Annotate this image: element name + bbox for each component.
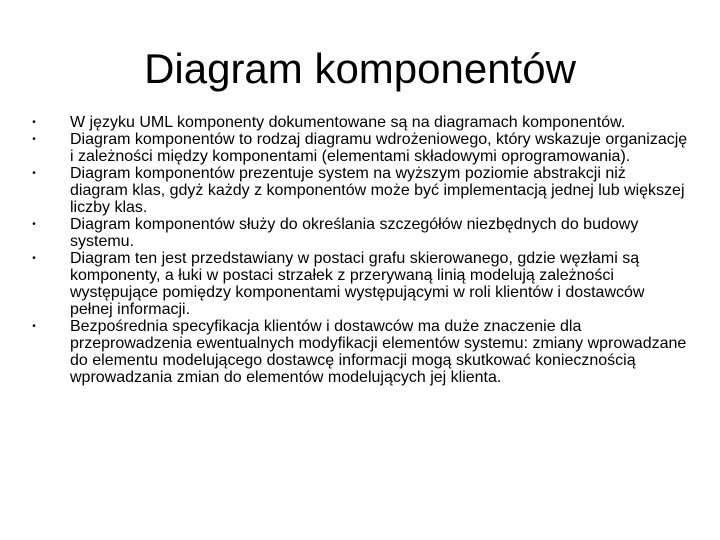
bullet-text: Bezpośrednia specyfikacja klientów i dostawców ma duże znaczenie dla przeprowadzenia ewentualnych modyfikacji elementów systemu: zmiany wprowadzane do elementu modelującego dostawcę informacji mogą skutkować koniecznością wprowadzania zmian do elementów modelujących jej klienta. (70, 318, 687, 386)
bullet-text: Diagram komponentów prezentuje system na wyższym poziomie abstrakcji niż diagram klas, gdyż każdy z komponentów może być implementacją jednej lub większej liczby klas. (70, 165, 685, 216)
bullet-icon: • (32, 168, 36, 179)
bullet-item (28, 131, 688, 165)
bullet-item (28, 318, 688, 386)
bullet-icon: • (32, 134, 36, 145)
bullet-list (28, 114, 688, 386)
bullet-text: Diagram komponentów to rodzaj diagramu wdrożeniowego, który wskazuje organizację i zależności między komponentami (elementami składowymi oprogramowania). (70, 131, 688, 165)
bullet-text: W języku UML komponenty dokumentowane są na diagramach komponentów. (70, 114, 626, 131)
bullet-item (28, 250, 688, 318)
slide-title: Diagram komponentów (144, 45, 576, 92)
bullet-item (28, 114, 688, 131)
bullet-text: Diagram komponentów służy do określania szczegółów niezbędnych do budowy systemu. (70, 216, 639, 250)
bullet-text: Diagram ten jest przedstawiany w postaci grafu skierowanego, gdzie węzłami są komponenty, a łuki w postaci strzałek z przerywaną linią modelują zależności występujące pomiędzy komponentami występującymi w roli klientów i dostawców pełnej informacji. (70, 250, 645, 318)
bullet-icon: • (32, 253, 36, 264)
bullet-item (28, 165, 688, 216)
bullet-icon: • (32, 321, 36, 332)
bullet-item (28, 216, 688, 250)
bullet-icon: • (32, 117, 36, 128)
bullet-icon: • (32, 219, 36, 230)
